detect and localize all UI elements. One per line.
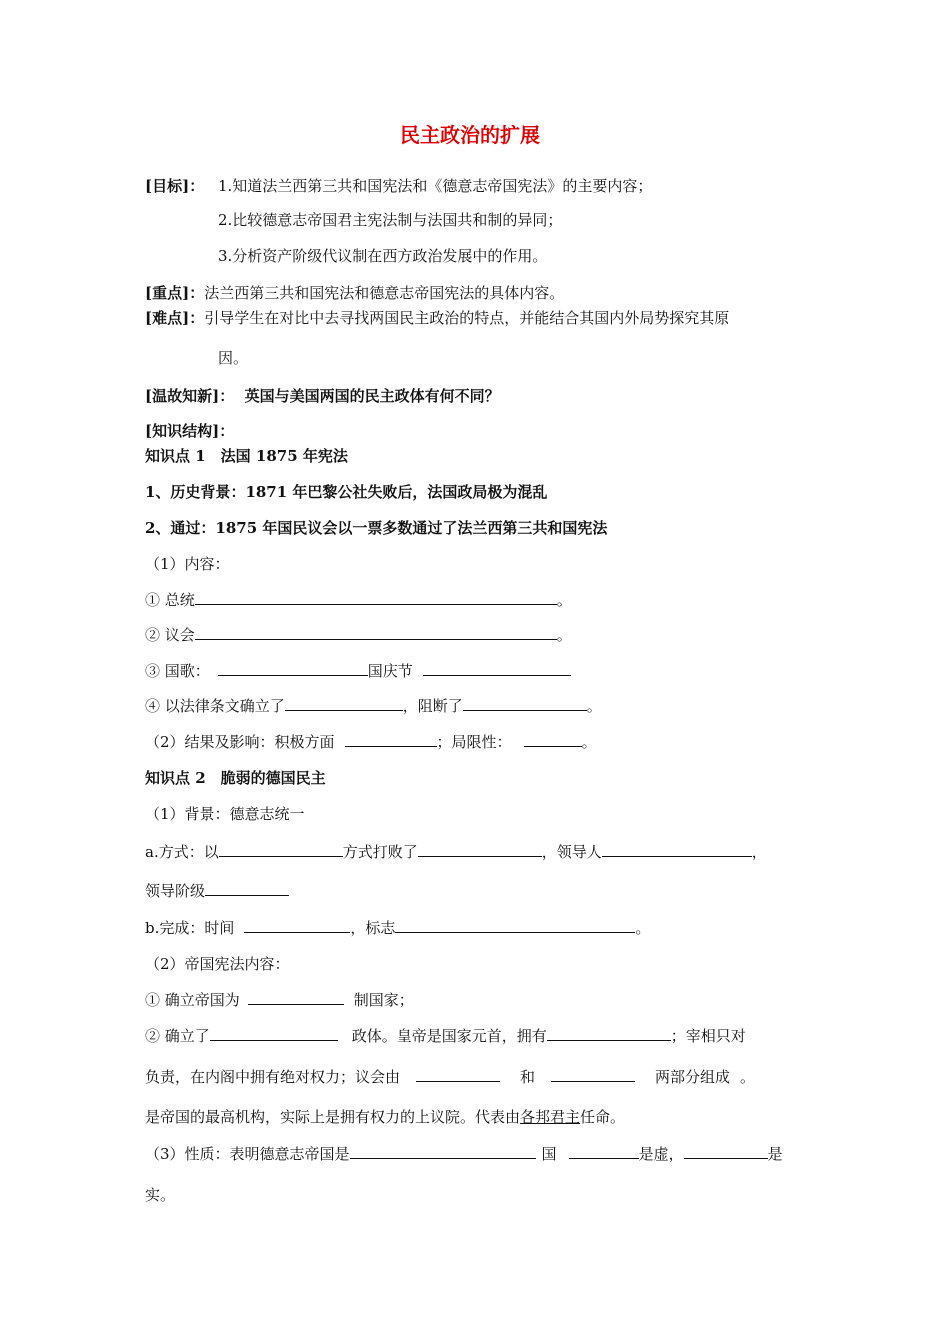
blank-field <box>285 695 403 711</box>
key-point-line <box>145 282 564 304</box>
key-point-label: [重点]： <box>145 284 205 302</box>
difficulty-line <box>145 307 729 329</box>
blank-field <box>218 660 368 676</box>
kp2-heading: 知识点 2 脆弱的德国民主 <box>145 769 326 787</box>
blank-field <box>395 917 635 933</box>
blank-field <box>463 695 587 711</box>
blank-field <box>418 841 542 857</box>
blank-field <box>416 1066 500 1082</box>
blank-field <box>210 1025 338 1041</box>
blank-field <box>219 841 343 857</box>
goals-label: [目标]： <box>145 177 205 195</box>
blank-field <box>551 1066 635 1082</box>
kp1-item-4: ④ 以法律条文确立了 ，阻断了 。 <box>145 697 602 715</box>
kp1-heading: 知识点 1 法国 1875 年宪法 <box>145 447 348 465</box>
blank-field <box>244 917 350 933</box>
review-line <box>145 385 500 407</box>
blank-field <box>195 624 557 640</box>
kp1-content-label: （1）内容： <box>145 555 230 573</box>
goal-item-3: 3.分析资产阶级代议制在西方政治发展中的作用。 <box>218 247 548 265</box>
kp2-const-label: （2）帝国宪法内容： <box>145 955 290 973</box>
blank-field <box>195 589 557 605</box>
kp2-const-4: 是帝国的最高机构，实际上是拥有权力的上议院。代表由各邦君主任命。 <box>145 1108 626 1126</box>
kp2-const-1: ① 确立帝国为 制国家； <box>145 991 414 1009</box>
blank-field <box>524 731 582 747</box>
page-title: 民主政治的扩展 <box>400 123 540 147</box>
key-point-text: 法兰西第三共和国宪法和德意志帝国宪法的具体内容。 <box>204 284 565 302</box>
kp1-item-2: ② 议会 。 <box>145 626 572 644</box>
blank-field <box>684 1143 768 1159</box>
review-text: 英国与美国两国的民主政体有何不同？ <box>244 387 500 405</box>
kp1-item-3: ③ 国歌： 国庆节 <box>145 660 571 682</box>
review-label: [温故知新]： <box>145 387 235 405</box>
kp2-leading-class: 领导阶级 <box>145 880 289 902</box>
goal-item-2: 2.比较德意志帝国君主宪法制与法国共和制的异同； <box>218 211 563 229</box>
blank-field <box>569 1143 639 1159</box>
blank-field <box>350 1143 536 1159</box>
blank-field <box>547 1025 671 1041</box>
goal-item-1: 1.知道法兰西第三共和国宪法和《德意志帝国宪法》的主要内容； <box>218 177 653 195</box>
kp2-nature-cont: 实。 <box>145 1186 176 1204</box>
difficulty-label: [难点]： <box>145 309 205 327</box>
kp1-passage: 2、通过：1875 年国民议会以一票多数通过了法兰西第三共和国宪法 <box>145 519 608 537</box>
structure-label: [知识结构]： <box>145 422 235 440</box>
kp2-completion: b.完成：时间 ，标志 。 <box>145 919 651 937</box>
kp1-background: 1、历史背景：1871 年巴黎公社失败后，法国政局极为混乱 <box>145 483 548 501</box>
kp2-nature: （3）性质：表明德意志帝国是 国 是虚， 是 <box>145 1145 783 1163</box>
blank-field <box>423 660 571 676</box>
kp2-background-label: （1）背景：德意志统一 <box>145 805 305 823</box>
kp2-method: a.方式：以 方式打败了 ，领导人 ， <box>145 843 767 861</box>
kp1-result: （2）结果及影响：积极方面 ；局限性： 。 <box>145 733 597 751</box>
blank-field <box>345 731 437 747</box>
kp2-const-2: ② 确立了 政体。皇帝是国家元首，拥有 ；宰相只对 <box>145 1027 746 1045</box>
difficulty-text-cont: 因。 <box>218 349 249 367</box>
kp1-item-1: ① 总统 。 <box>145 591 572 609</box>
blank-field <box>602 841 752 857</box>
difficulty-text: 引导学生在对比中去寻找两国民主政治的特点，并能结合其国内外局势探究其原 <box>204 309 730 327</box>
blank-field <box>205 880 289 896</box>
blank-field <box>248 989 344 1005</box>
kp2-const-3: 负责，在内阁中拥有绝对权力；议会由 和 两部分组成 。 <box>145 1068 756 1086</box>
